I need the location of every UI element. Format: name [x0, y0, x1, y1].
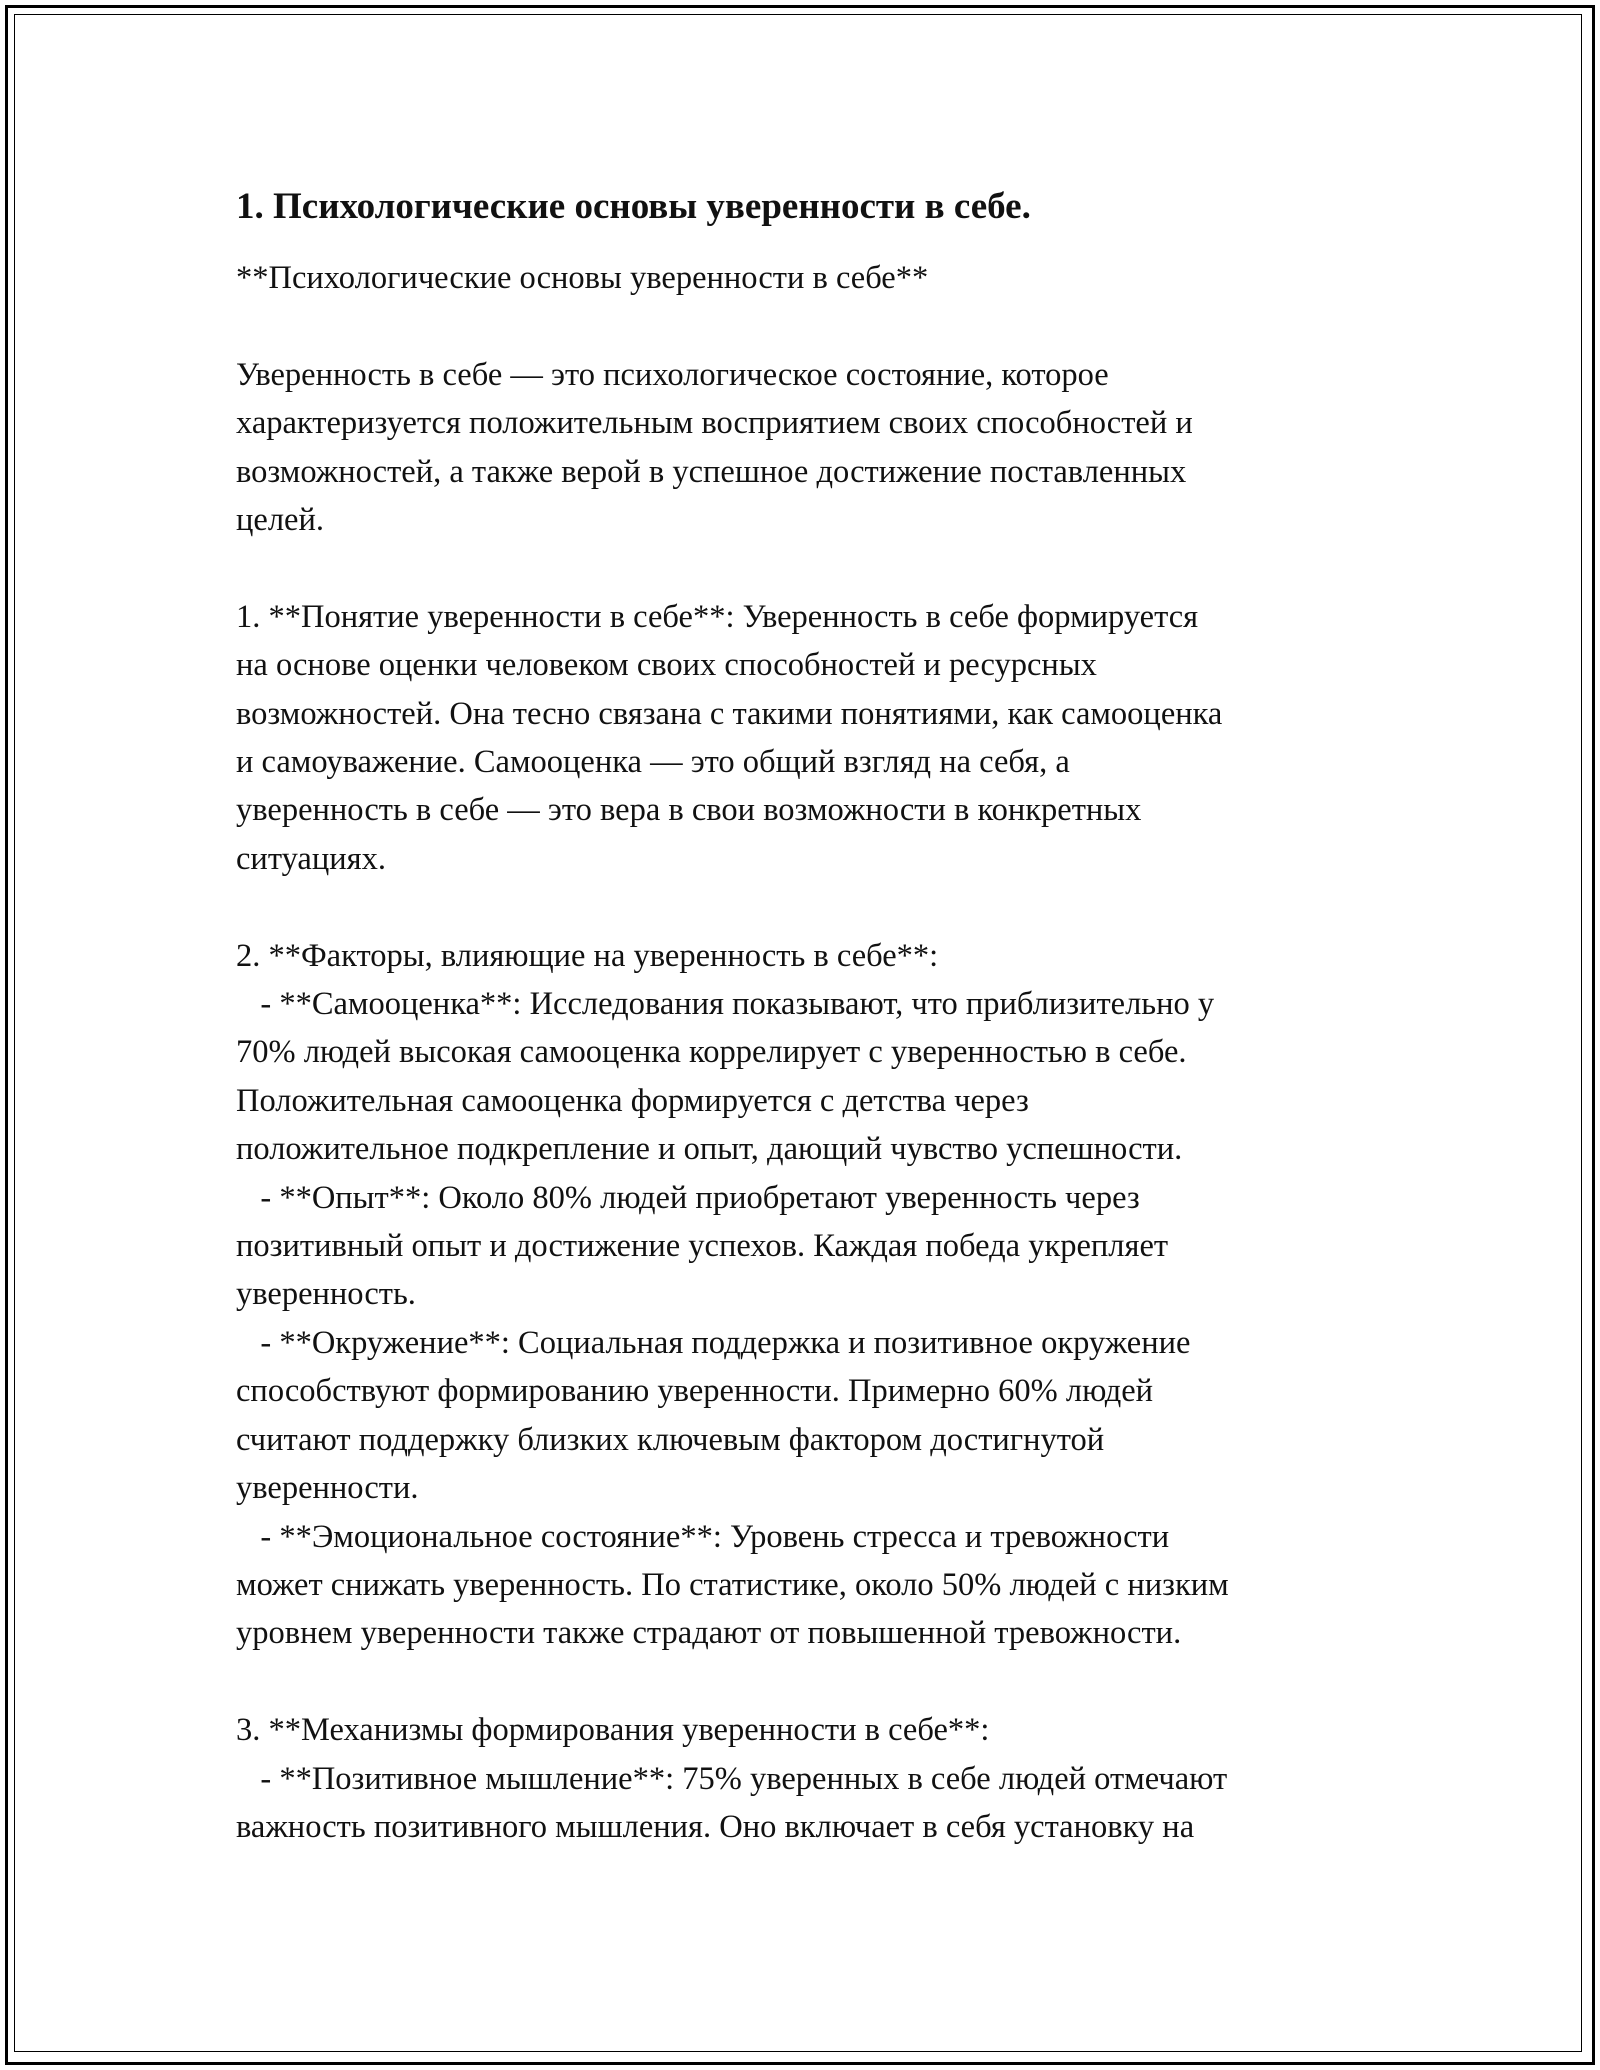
document-body [236, 182, 1376, 1851]
point-3-title: 3. **Механизмы формирования уверенности в себе**: [236, 1712, 990, 1749]
paragraph-gap [236, 1658, 1376, 1706]
subtitle-paragraph: **Психологические основы уверенности в себе** [236, 260, 929, 296]
intro-paragraph: Уверенность в себе — это психологическое состояние, которое характеризуется положительным восприятием своих способностей и возможностей, а также верой в успешное достижение поставленных целей. [236, 356, 1193, 539]
section-heading: 1. Психологические основы уверенности в себе. [236, 186, 1031, 227]
point-3-positive-thinking-item: - **Позитивное мышление**: 75% уверенных в себе людей отмечают важность позитивного мышления. Оно включает в себя установку на [236, 1760, 1228, 1845]
point-2-experience-item: - **Опыт**: Около 80% людей приобретают уверенность через позитивный опыт и достижение успехов. Каждая победа укрепляет уверенность. [236, 1179, 1169, 1313]
point-2-self-esteem-item: - **Самооценка**: Исследования показывают, что приблизительно у 70% людей высокая самооценка коррелирует с уверенностью в себе. Положительная самооценка формируется с детства через положительное подкрепление и опыт, дающий чувство успешности. [236, 986, 1215, 1168]
point-2-title: 2. **Факторы, влияющие на уверенность в себе**: [236, 937, 939, 974]
paragraph-gap [236, 883, 1376, 931]
paragraph-gap [236, 544, 1376, 592]
point-1-paragraph: 1. **Понятие уверенности в себе**: Уверенность в себе формируется на основе оценки человеком своих способностей и ресурсных возможностей. Она тесно связана с такими понятиями, как самооценка и самоуважение. Самооценка — это общий взгляд на себя, а уверенность в себе — это вера в свои возможности в конкретных ситуациях. [236, 598, 1223, 877]
point-2-environment-item: - **Окружение**: Социальная поддержка и позитивное окружение способствуют формированию уверенности. Примерно 60% людей считают поддержку близких ключевым фактором достигнутой уверенности. [236, 1324, 1191, 1507]
point-2-emotional-item: - **Эмоциональное состояние**: Уровень стресса и тревожности может снижать уверенность. По статистике, около 50% людей с низким уровнем уверенности также страдают от повышенной тревожности. [236, 1518, 1229, 1652]
paragraph-gap [236, 302, 1376, 350]
